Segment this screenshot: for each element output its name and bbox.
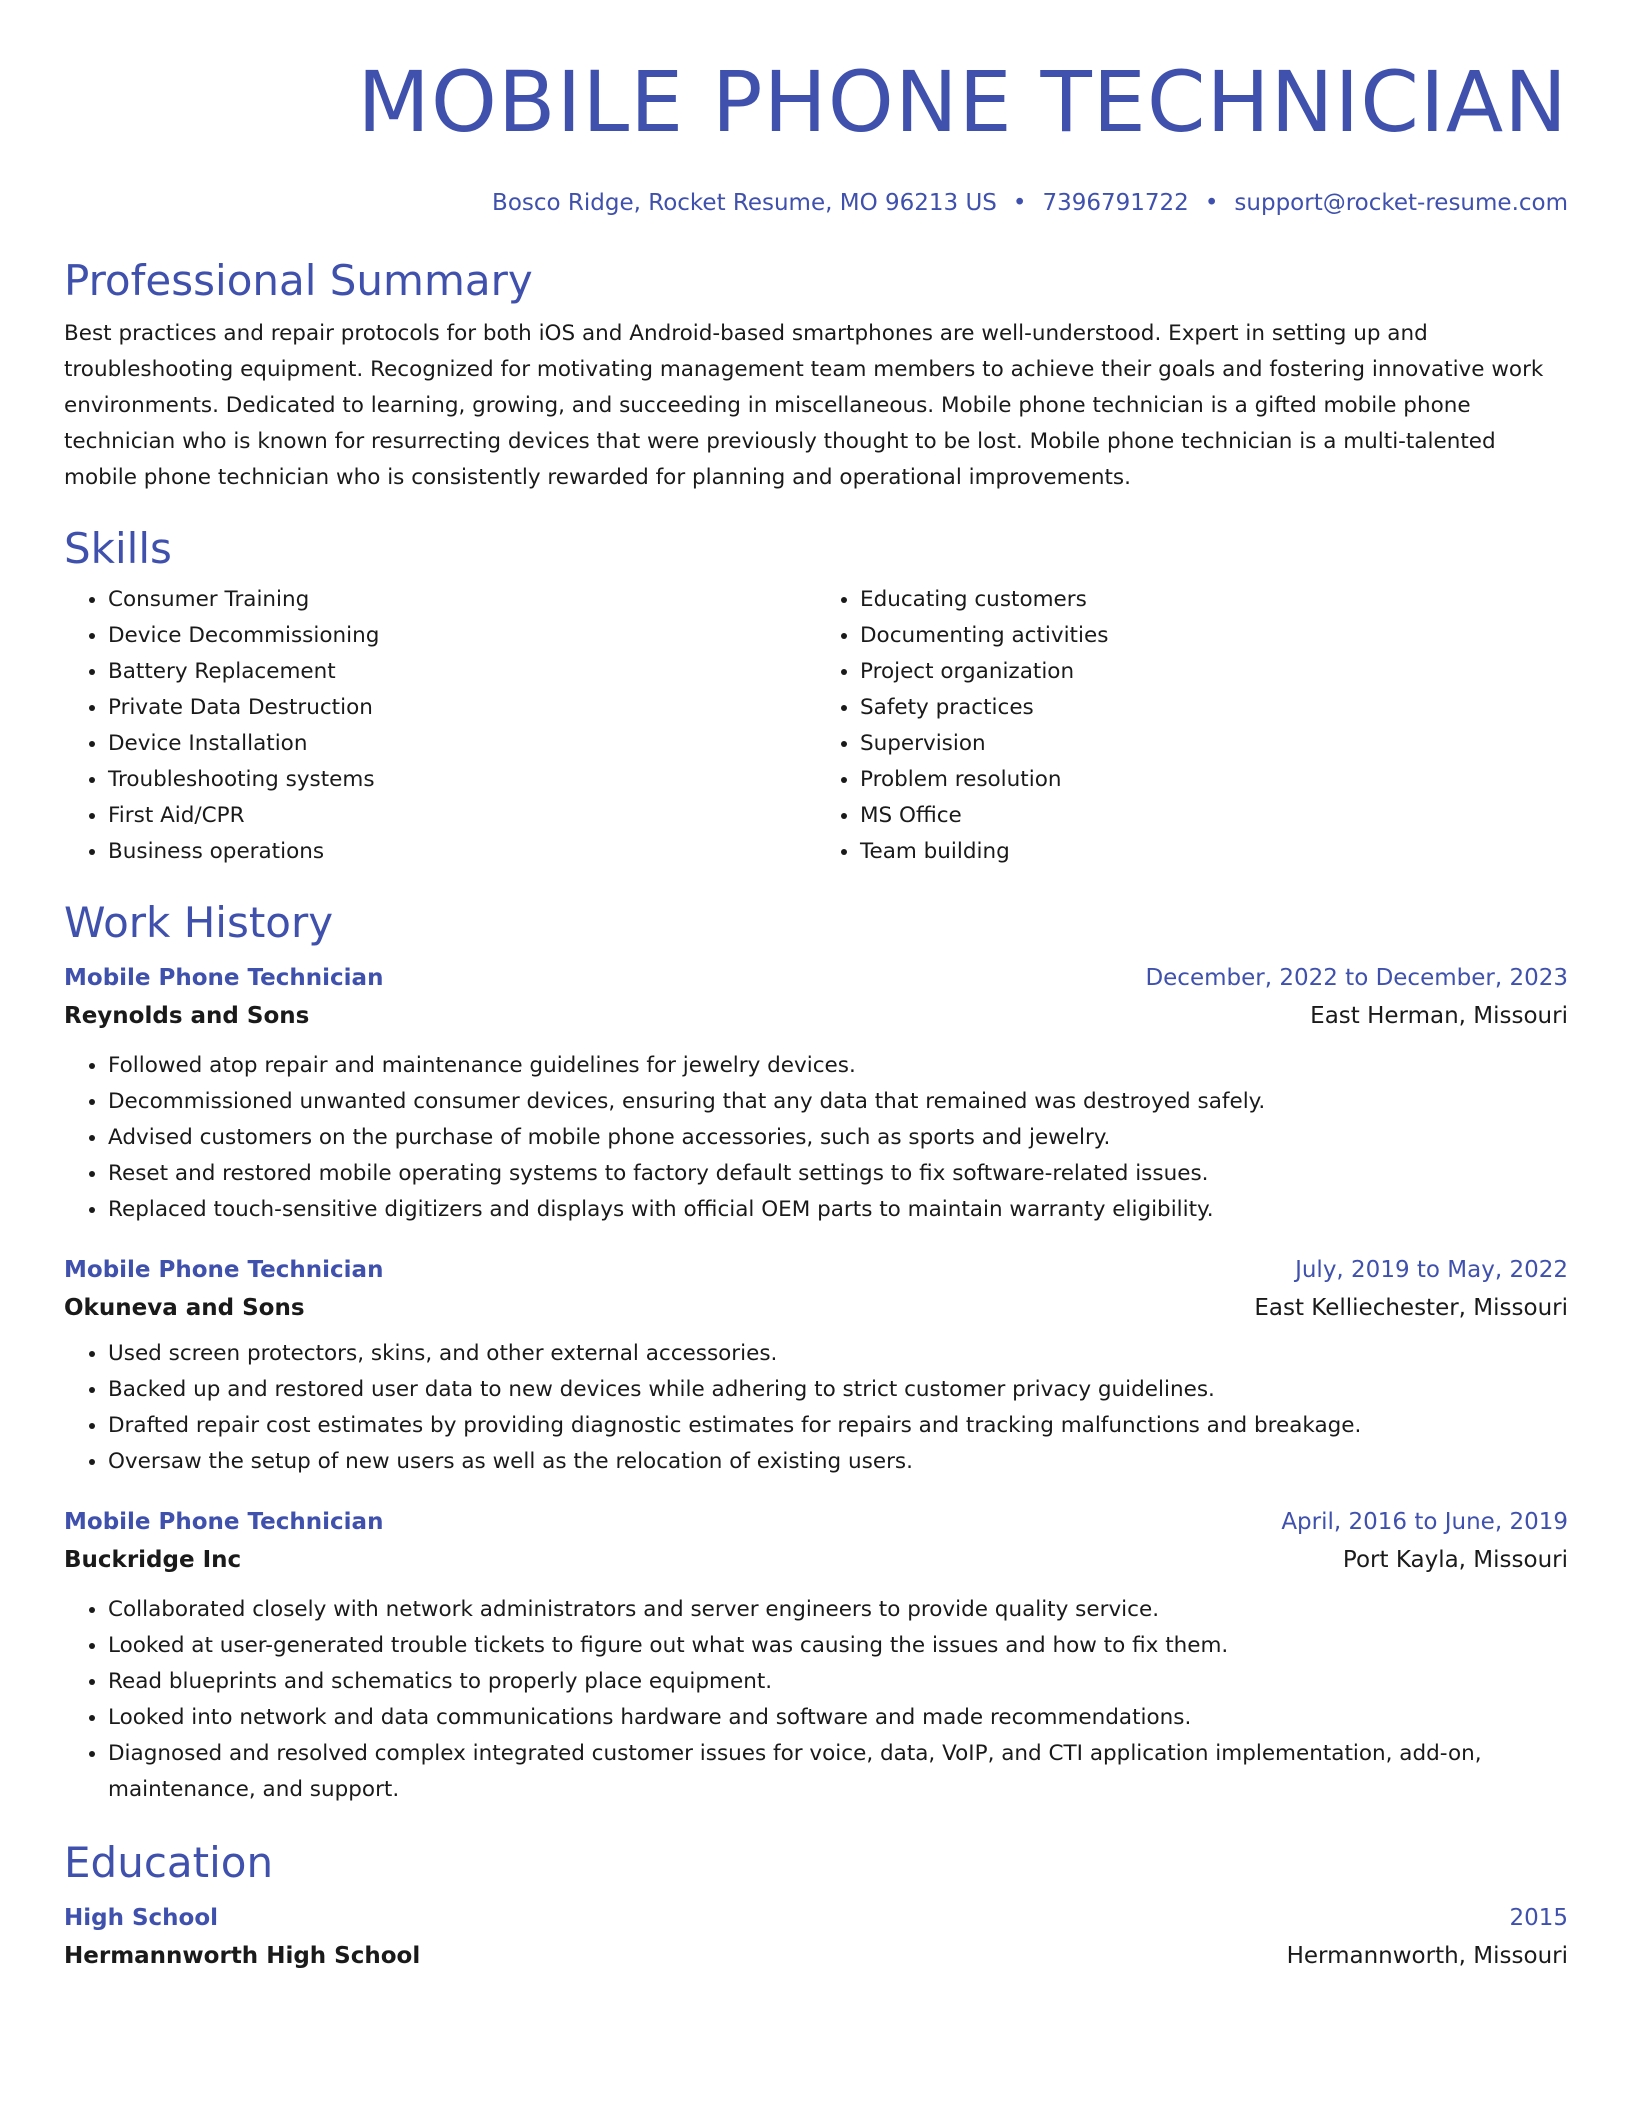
skills-column-right (816, 582, 1568, 870)
summary-text: Best practices and repair protocols for both iOS and Android-based smartphones are well-understood. Expert in setting up and troubleshooting equipment. Recognized for motivating management team members to achieve their goals and fostering innovative work environments. Dedicated to learning, growing, and succeeding in miscellaneous. Mobile phone technician is a gifted mobile phone technician who is known for resurrecting devices that were previously thought to be lost. Mobile phone technician is a multi-talented mobile phone technician who is consistently rewarded for planning and operational improvements. (64, 321, 1544, 490)
job-entry (64, 960, 1568, 1228)
job-entry (64, 1252, 1568, 1480)
education-degree: High School (64, 1905, 219, 1931)
job-subheader (64, 1288, 1568, 1328)
job-bullet: • Used screen protectors, skins, and other external accessories. (108, 1336, 1568, 1372)
job-dates: July, 2019 to May, 2022 (1295, 1257, 1568, 1283)
candidate-name: MOBILE PHONE TECHNICIAN (357, 53, 1568, 151)
education-entry (64, 1900, 1568, 1976)
skill-item: • Problem resolution (860, 762, 1568, 798)
section-title-summary: Professional Summary (64, 256, 533, 305)
skills-list (64, 582, 1568, 870)
job-bullet: • Oversaw the setup of new users as well as the relocation of existing users. (108, 1444, 1568, 1480)
skills-column-left (64, 582, 816, 870)
job-subheader (64, 1540, 1568, 1580)
skill-item: • Safety practices (860, 690, 1568, 726)
skill-item: • Troubleshooting systems (108, 762, 816, 798)
job-bullet: • Advised customers on the purchase of mobile phone accessories, such as sports and jewelry. (108, 1120, 1568, 1156)
job-bullets (64, 1048, 1568, 1228)
education-subheader (64, 1936, 1568, 1976)
contact-separator: • (1204, 190, 1219, 216)
contact-email[interactable]: support@rocket-resume.com (1234, 190, 1568, 216)
skill-item: • Device Installation (108, 726, 816, 762)
job-header (64, 1504, 1568, 1540)
skill-item: • Supervision (860, 726, 1568, 762)
job-bullet: • Read blueprints and schematics to properly place equipment. (108, 1664, 1568, 1700)
job-bullet: • Looked into network and data communications hardware and software and made recommendations. (108, 1700, 1568, 1736)
job-title: Mobile Phone Technician (64, 1257, 384, 1283)
job-dates: April, 2016 to June, 2019 (1281, 1509, 1568, 1535)
skill-item: • Consumer Training (108, 582, 816, 618)
job-location: East Kelliechester, Missouri (1254, 1295, 1568, 1321)
job-bullets (64, 1592, 1568, 1808)
job-title: Mobile Phone Technician (64, 1509, 384, 1535)
job-location: East Herman, Missouri (1310, 1003, 1568, 1029)
section-title-skills: Skills (64, 524, 172, 573)
education-location: Hermannworth, Missouri (1286, 1943, 1568, 1969)
skill-item: • Private Data Destruction (108, 690, 816, 726)
job-bullet: • Followed atop repair and maintenance guidelines for jewelry devices. (108, 1048, 1568, 1084)
job-dates: December, 2022 to December, 2023 (1145, 965, 1568, 991)
education-school: Hermannworth High School (64, 1943, 421, 1969)
contact-address: Bosco Ridge, Rocket Resume, MO 96213 US (492, 190, 997, 216)
job-bullet: • Drafted repair cost estimates by providing diagnostic estimates for repairs and tracking malfunctions and breakage. (108, 1408, 1568, 1444)
job-bullet: • Decommissioned unwanted consumer devices, ensuring that any data that remained was destroyed safely. (108, 1084, 1568, 1120)
job-bullet: • Collaborated closely with network administrators and server engineers to provide quality service. (108, 1592, 1568, 1628)
job-bullet: • Looked at user-generated trouble tickets to figure out what was causing the issues and how to fix them. (108, 1628, 1568, 1664)
skill-item: • Business operations (108, 834, 816, 870)
job-bullets (64, 1336, 1568, 1480)
job-location: Port Kayla, Missouri (1342, 1547, 1568, 1573)
job-bullet: • Replaced touch-sensitive digitizers and displays with official OEM parts to maintain warranty eligibility. (108, 1192, 1568, 1228)
job-company: Buckridge Inc (64, 1547, 242, 1573)
contact-phone: 7396791722 (1042, 190, 1189, 216)
education-header (64, 1900, 1568, 1936)
job-bullet: • Backed up and restored user data to new devices while adhering to strict customer privacy guidelines. (108, 1372, 1568, 1408)
skill-item: • Battery Replacement (108, 654, 816, 690)
skill-item: • MS Office (860, 798, 1568, 834)
section-title-education: Education (64, 1838, 274, 1887)
skill-item: • Team building (860, 834, 1568, 870)
skill-item: • Educating customers (860, 582, 1568, 618)
skill-item: • Project organization (860, 654, 1568, 690)
job-header (64, 960, 1568, 996)
job-title: Mobile Phone Technician (64, 965, 384, 991)
section-title-work-history: Work History (64, 898, 334, 947)
job-subheader (64, 996, 1568, 1036)
job-company: Okuneva and Sons (64, 1295, 305, 1321)
job-company: Reynolds and Sons (64, 1003, 310, 1029)
job-bullet: • Reset and restored mobile operating systems to factory default settings to fix software-related issues. (108, 1156, 1568, 1192)
job-bullet: • Diagnosed and resolved complex integrated customer issues for voice, data, VoIP, and CTI application implementation, add-on, maintenance, and support. (108, 1736, 1568, 1808)
skill-item: • Documenting activities (860, 618, 1568, 654)
skill-item: • Device Decommissioning (108, 618, 816, 654)
skill-item: • First Aid/CPR (108, 798, 816, 834)
education-year: 2015 (1509, 1905, 1568, 1931)
contact-separator: • (1012, 190, 1027, 216)
job-header (64, 1252, 1568, 1288)
contact-line (64, 190, 1568, 216)
job-entry (64, 1504, 1568, 1808)
